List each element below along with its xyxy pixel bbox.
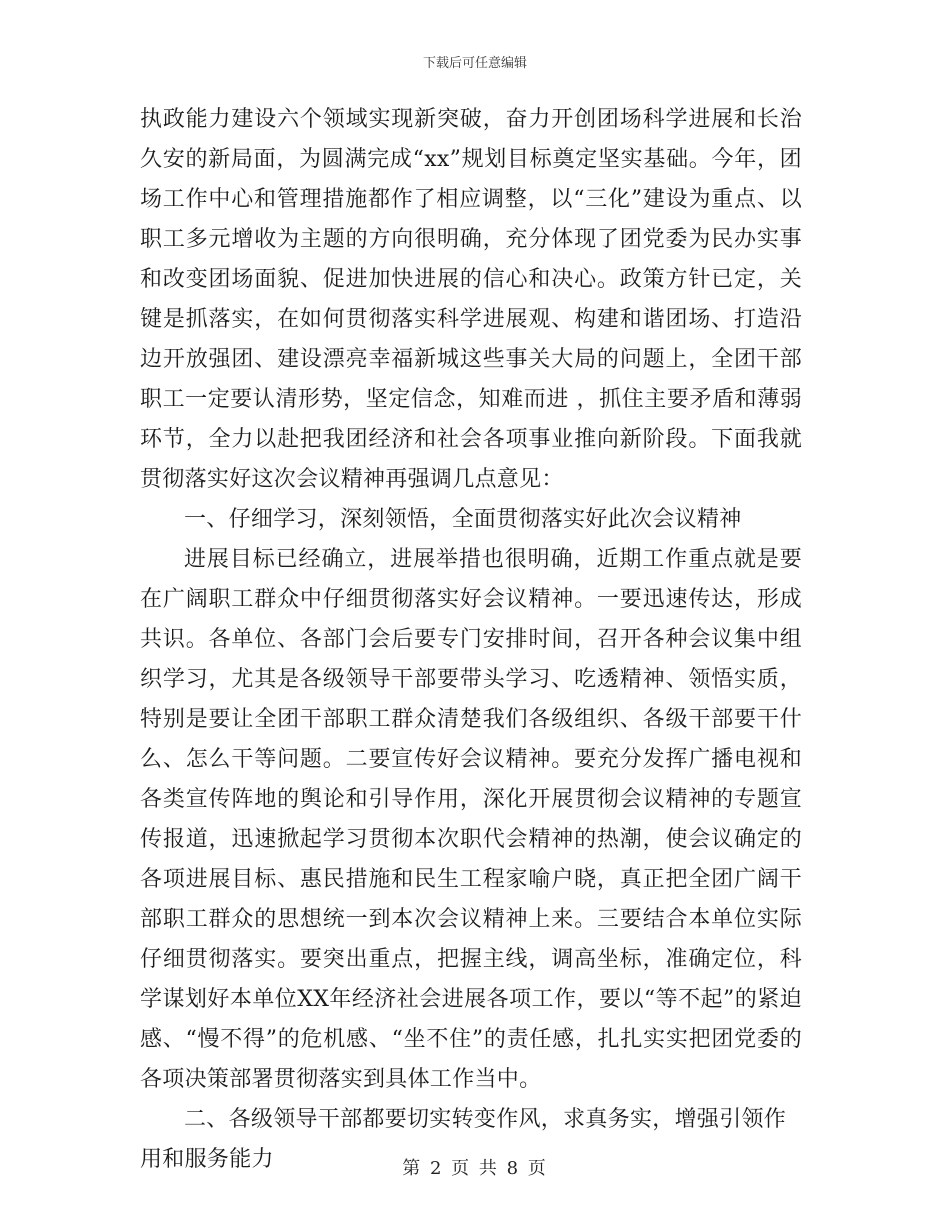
page-header-note: 下载后可任意编辑 bbox=[422, 56, 527, 71]
document-body bbox=[140, 100, 802, 1180]
body-paragraph-2: 进展目标已经确立，进展举措也很明确，近期工作重点就是要在广阔职工群众中仔细贯彻落实好会议精神。一要迅速传达，形成共识。各单位、各部门会后要专门安排时间，召开各种会议集中组织学习，尤其是各级领导干部要带头学习、吃透精神、领悟实质，特别是要让全团干部职工群众清楚我们各级组织、各级干部要干什么、怎么干等问题。二要宣传好会议精神。要充分发挥广播电视和各类宣传阵地的舆论和引导作用，深化开展贯彻会议精神的专题宣传报道，迅速掀起学习贯彻本次职代会精神的热潮，使会议确定的各项进展目标、惠民措施和民生工程家喻户晓，真正把全团广阔干部职工群众的思想统一到本次会议精神上来。三要结合本单位实际仔细贯彻落实。要突出重点，把握主线，调高坐标，准确定位，科学谋划好本单位XX年经济社会进展各项工作，要以“等不起”的紧迫感、“慢不得”的危机感、“坐不住”的责任感，扎扎实实把团党委的各项决策部署贯彻落实到具体工作当中。 bbox=[140, 547, 802, 1092]
section-heading-1: 一、仔细学习，深刻领悟，全面贯彻落实好此次会议精神 bbox=[184, 507, 742, 532]
body-paragraph-1: 执政能力建设六个领域实现新突破，奋力开创团场科学进展和长治久安的新局面，为圆满完成“xx”规划目标奠定坚实基础。今年，团场工作中心和管理措施都作了相应调整，以“三化”建设为重点、以职工多元增收为主题的方向很明确，充分体现了团党委为民办实事和改变团场面貌、促进加快进展的信心和决心。政策方针已定，关键是抓落实，在如何贯彻落实科学进展观、构建和谐团场、打造沿边开放强团、建设漂亮幸福新城这些事关大局的问题上，全团干部职工一定要认清形势，坚定信念，知难而进 ，抓住主要矛盾和薄弱环节，全力以赴把我团经济和社会各项事业推向新阶段。下面我就贯彻落实好这次会议精神再强调几点意见： bbox=[140, 107, 802, 492]
section-heading-2: 二、各级领导干部都要切实转变作风，求真务实，增强引领作用和服务能力 bbox=[140, 1107, 787, 1172]
page-number-footer: 第 2 页 共 8 页 bbox=[402, 1158, 548, 1179]
